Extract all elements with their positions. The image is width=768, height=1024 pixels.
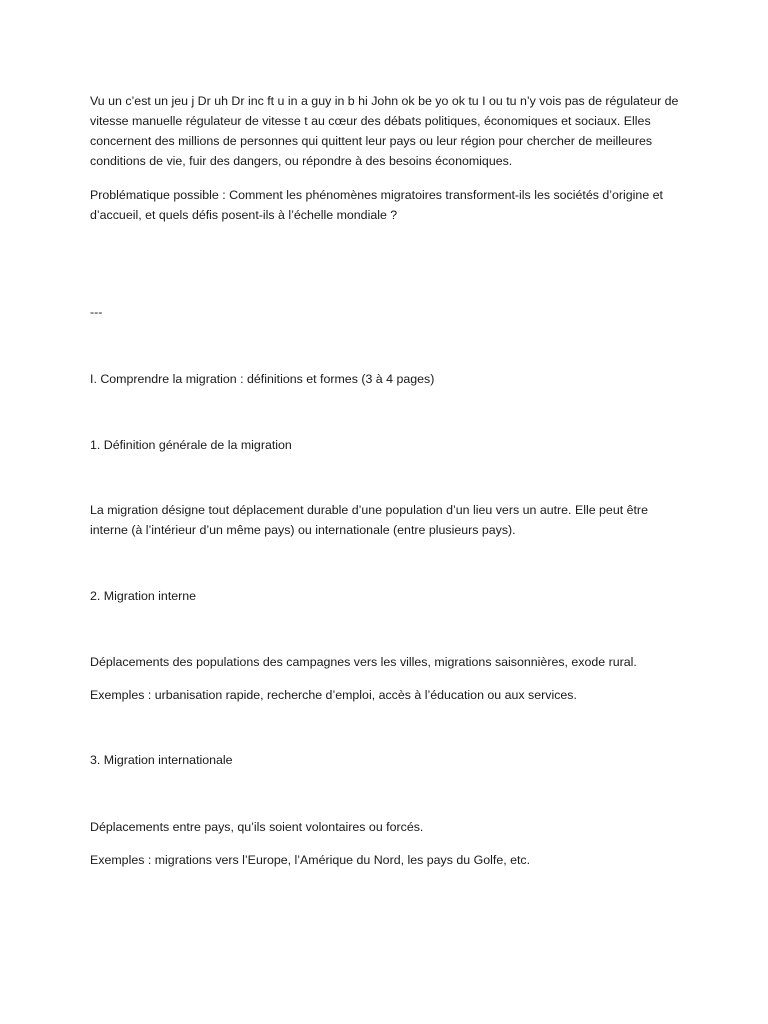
subsection-1-paragraph: La migration désigne tout déplacement durable d’une population d’un lieu vers un autre. Elle peut être interne (à l’intérieur d’un même pays) ou internationale (entre plusieurs pays). [90, 503, 648, 537]
intro-paragraph: Vu un c’est un jeu j Dr uh Dr inc ft u in a guy in b hi John ok be yo ok tu I ou tu n’y vois pas de régulateur de vitesse manuelle régulateur de vitesse t au cœur des débats politiques, économiques et sociaux. Elles concernent des millions de personnes qui quittent leur pays ou leur région pour chercher de meilleures conditions de vie, fuir des dangers, ou répondre à des besoins économiques. [90, 94, 679, 168]
subsection-3-examples: Exemples : migrations vers l’Europe, l’Amérique du Nord, les pays du Golfe, etc. [90, 853, 531, 867]
section-1-heading: I. Comprendre la migration : définitions et formes (3 à 4 pages) [90, 372, 435, 386]
subsection-1-heading: 1. Définition générale de la migration [90, 438, 292, 452]
problematique-paragraph: Problématique possible : Comment les phénomènes migratoires transforment-ils les sociétés d’origine et d’accueil, et quels défis posent-ils à l’échelle mondiale ? [90, 188, 663, 222]
separator-line: --- [90, 305, 103, 319]
subsection-2-heading: 2. Migration interne [90, 589, 197, 603]
subsection-2-examples: Exemples : urbanisation rapide, recherche d’emploi, accès à l’éducation ou aux services. [90, 688, 577, 702]
subsection-3-paragraph: Déplacements entre pays, qu’ils soient volontaires ou forcés. [90, 820, 424, 834]
subsection-3-heading: 3. Migration internationale [90, 753, 233, 767]
subsection-2-paragraph: Déplacements des populations des campagnes vers les villes, migrations saisonnières, exode rural. [90, 655, 637, 669]
